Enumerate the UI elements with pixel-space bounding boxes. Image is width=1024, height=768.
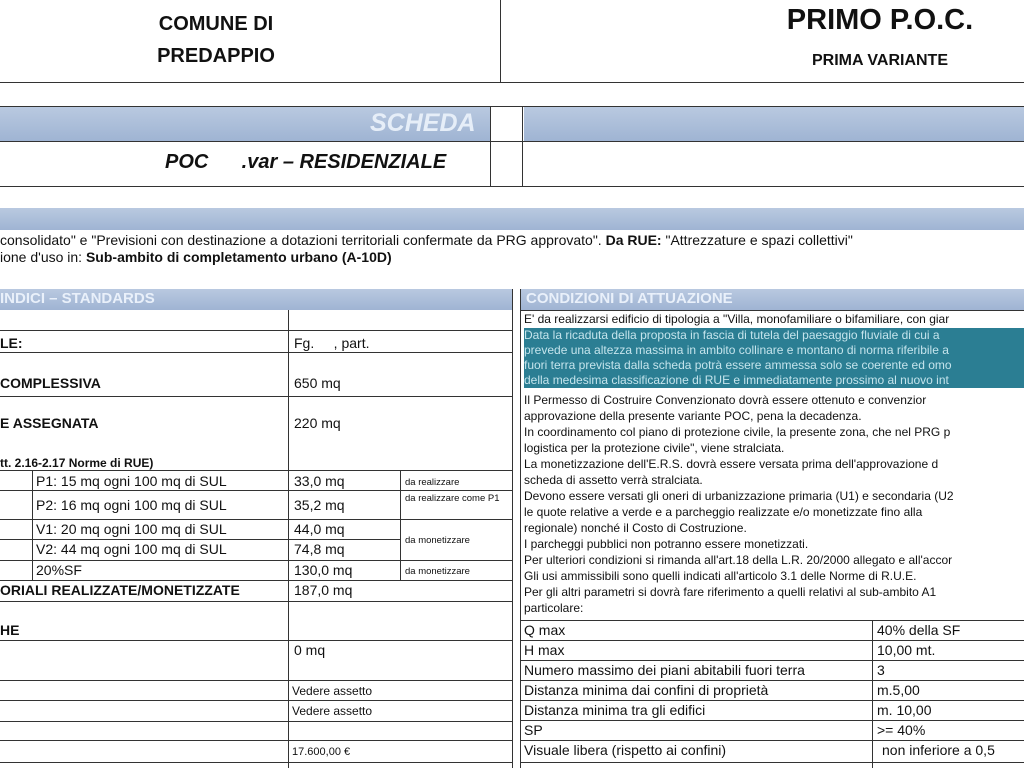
scheda-divider-1	[490, 106, 491, 186]
right-title: CONDIZIONI DI ATTUAZIONE	[526, 290, 733, 307]
left-border	[512, 289, 513, 768]
param-visuale-value: non inferiore a 0,5	[882, 742, 995, 758]
rule	[0, 740, 512, 741]
condition-line-highlighted: della medesima classificazione di RUE e immediatamente prossimo al nuovo int	[524, 373, 1024, 388]
header-bottom-rule	[0, 82, 1024, 83]
condition-line: scheda di assetto verrà stralciata.	[524, 473, 703, 487]
right-border	[520, 289, 521, 768]
rule	[520, 762, 1024, 763]
scheda-subtitle: POC .var – RESIDENZIALE	[165, 151, 447, 173]
condition-line-highlighted: Data la ricaduta della proposta in fascia di tutela del paesaggio fluviale di cui a	[524, 328, 1024, 343]
param-confini-label: Distanza minima dai confini di proprietà	[524, 682, 769, 698]
param-edifici-label: Distanza minima tra gli edifici	[524, 702, 706, 718]
description-line1	[0, 232, 853, 248]
param-qmax-label: Q max	[524, 622, 566, 638]
poc-title: PRIMO P.O.C.	[786, 4, 974, 36]
rule	[520, 640, 1024, 641]
description-band	[0, 208, 1024, 230]
rule	[0, 519, 512, 520]
description-line1-end: "Attrezzature e spazi collettivi"	[661, 232, 853, 248]
condition-line: Il Permesso di Costruire Convenzionato dovrà essere ottenuto e convenzior	[524, 393, 927, 407]
param-visuale-label: Visuale libera (rispetto ai confini)	[524, 742, 727, 758]
standard-v2-label: V2: 44 mq ogni 100 mq di SUL	[36, 541, 227, 557]
poc-subtitle: PRIMA VARIANTE	[812, 52, 948, 69]
rule	[520, 310, 1024, 311]
standards-left-divider	[32, 470, 33, 580]
param-sp-value: >= 40%	[877, 722, 926, 738]
param-edifici-value: m. 10,00	[877, 702, 932, 718]
standard-v1-value: 44,0 mq	[294, 521, 345, 537]
comune-line2: PREDAPPIO	[157, 45, 275, 67]
header-divider	[500, 0, 501, 82]
standard-p2-value: 35,2 mq	[294, 497, 345, 513]
rule	[520, 740, 1024, 741]
rule	[0, 539, 400, 540]
param-sp-label: SP	[524, 722, 543, 738]
left-title: INDICI – STANDARDS	[0, 290, 155, 307]
rule	[0, 490, 512, 491]
description-line1-text: consolidato" e "Previsioni con destinazione a dotazioni territoriali confermate da PRG approvato".	[0, 232, 606, 248]
rule	[520, 720, 1024, 721]
complessiva-label: COMPLESSIVA	[0, 375, 101, 391]
catastale-label: LE:	[0, 335, 23, 351]
rule	[520, 700, 1024, 701]
condition-line: Per ulteriori condizioni si rimanda all'art.18 della L.R. 20/2000 allegato e all'accor	[524, 553, 953, 567]
condition-line-highlighted: prevede una altezza massima in ambito collinare e montano di norma riferibile a	[524, 343, 1024, 358]
scheda-bottom-rule	[0, 186, 1024, 187]
condition-line: Devono essere versati gli oneri di urbanizzazione primaria (U1) e secondaria (U2	[524, 489, 954, 503]
norme-reference: tt. 2.16-2.17 Norme di RUE)	[0, 456, 154, 470]
condition-line: Per gli altri parametri si dovrà fare riferimento a quelli relativi al sub-ambito A1	[524, 585, 937, 599]
standard-v1-label: V1: 20 mq ogni 100 mq di SUL	[36, 521, 227, 537]
rule	[0, 580, 512, 581]
assegnata-value: 220 mq	[294, 415, 341, 431]
condition-line: E' da realizzarsi edificio di tipologia a "Villa, monofamiliare o bifamiliare, con giar	[524, 312, 950, 326]
section2-label: HE	[0, 622, 20, 638]
params-top-rule	[520, 620, 1024, 621]
scheda-divider-2	[522, 106, 523, 186]
standards-note-divider	[400, 470, 401, 580]
rule	[0, 700, 512, 701]
param-piani-label: Numero massimo dei piani abitabili fuori terra	[524, 662, 805, 678]
complessiva-value: 650 mq	[294, 375, 341, 391]
comune-block	[100, 8, 332, 72]
comune-line1: COMUNE DI	[158, 13, 274, 35]
rule	[520, 660, 1024, 661]
condition-line-highlighted: fuori terra prevista dalla scheda potrà essere ammessa solo se coerente ed omo	[524, 358, 1024, 373]
scheda-label: SCHEDA	[370, 109, 476, 137]
param-piani-value: 3	[877, 662, 885, 678]
standard-p1-value: 33,0 mq	[294, 473, 345, 489]
value-0mq: 0 mq	[294, 642, 326, 658]
value-cost: 17.600,00 €	[292, 746, 351, 758]
value-assetto-1: Vedere assetto	[292, 684, 373, 698]
scheda-band-right	[524, 107, 1024, 141]
assegnata-label: E ASSEGNATA	[0, 415, 99, 431]
scheda-mid-rule	[0, 141, 1024, 142]
standard-p1-label: P1: 15 mq ogni 100 mq di SUL	[36, 473, 227, 489]
total-value: 187,0 mq	[294, 582, 353, 598]
standard-p2-note: da realizzare come P1	[405, 493, 500, 504]
rule	[0, 721, 512, 722]
standard-p1-note: da realizzare	[405, 477, 460, 488]
standard-sf-value: 130,0 mq	[294, 562, 353, 578]
rule	[0, 560, 512, 561]
total-label: ORIALI REALIZZATE/MONETIZZATE	[0, 582, 240, 598]
condition-line: La monetizzazione dell'E.R.S. dovrà essere versata prima dell'approvazione d	[524, 457, 939, 471]
description-rue-label: Da RUE:	[605, 232, 662, 248]
condition-line: logistica per la protezione civile", viene stralciata.	[524, 441, 785, 455]
condition-line: Gli usi ammissibili sono quelli indicati all'articolo 3.1 delle Norme di R.U.E.	[524, 569, 917, 583]
standard-p2-label: P2: 16 mq ogni 100 mq di SUL	[36, 497, 227, 513]
condition-line: particolare:	[524, 601, 584, 615]
description-subambito: Sub-ambito di completamento urbano (A-10D)	[85, 249, 392, 265]
standard-sf-note: da monetizzare	[405, 566, 470, 577]
rule	[0, 640, 512, 641]
param-hmax-value: 10,00 mt.	[877, 642, 936, 658]
condition-line: le quote relative a verde e a parcheggio realizzate e/o monetizzate fino alla	[524, 505, 923, 519]
value-assetto-2: Vedere assetto	[292, 704, 373, 718]
rule	[0, 396, 512, 397]
rule	[520, 680, 1024, 681]
standard-v-note: da monetizzare	[405, 535, 470, 546]
description-line2-text: ione d'uso in:	[0, 249, 86, 265]
condition-line: approvazione della presente variante POC, pena la decadenza.	[524, 409, 862, 423]
rule	[0, 470, 512, 471]
condition-line: In coordinamento col piano di protezione civile, la presente zona, che nel PRG p	[524, 425, 951, 439]
standard-sf-label: 20%SF	[36, 562, 82, 578]
params-divider	[872, 620, 873, 768]
condition-line: I parcheggi pubblici non potranno essere monetizzati.	[524, 537, 809, 551]
param-hmax-label: H max	[524, 642, 565, 658]
rule	[0, 762, 512, 763]
rule	[0, 330, 512, 331]
catastale-value: Fg. , part.	[294, 335, 370, 351]
description-line2	[0, 249, 392, 265]
rule	[0, 601, 512, 602]
standard-v2-value: 74,8 mq	[294, 541, 345, 557]
rule	[0, 680, 512, 681]
param-confini-value: m.5,00	[877, 682, 920, 698]
rule	[0, 352, 512, 353]
param-qmax-value: 40% della SF	[877, 622, 961, 638]
condition-line: regionale) nonché il Costo di Costruzione.	[524, 521, 747, 535]
